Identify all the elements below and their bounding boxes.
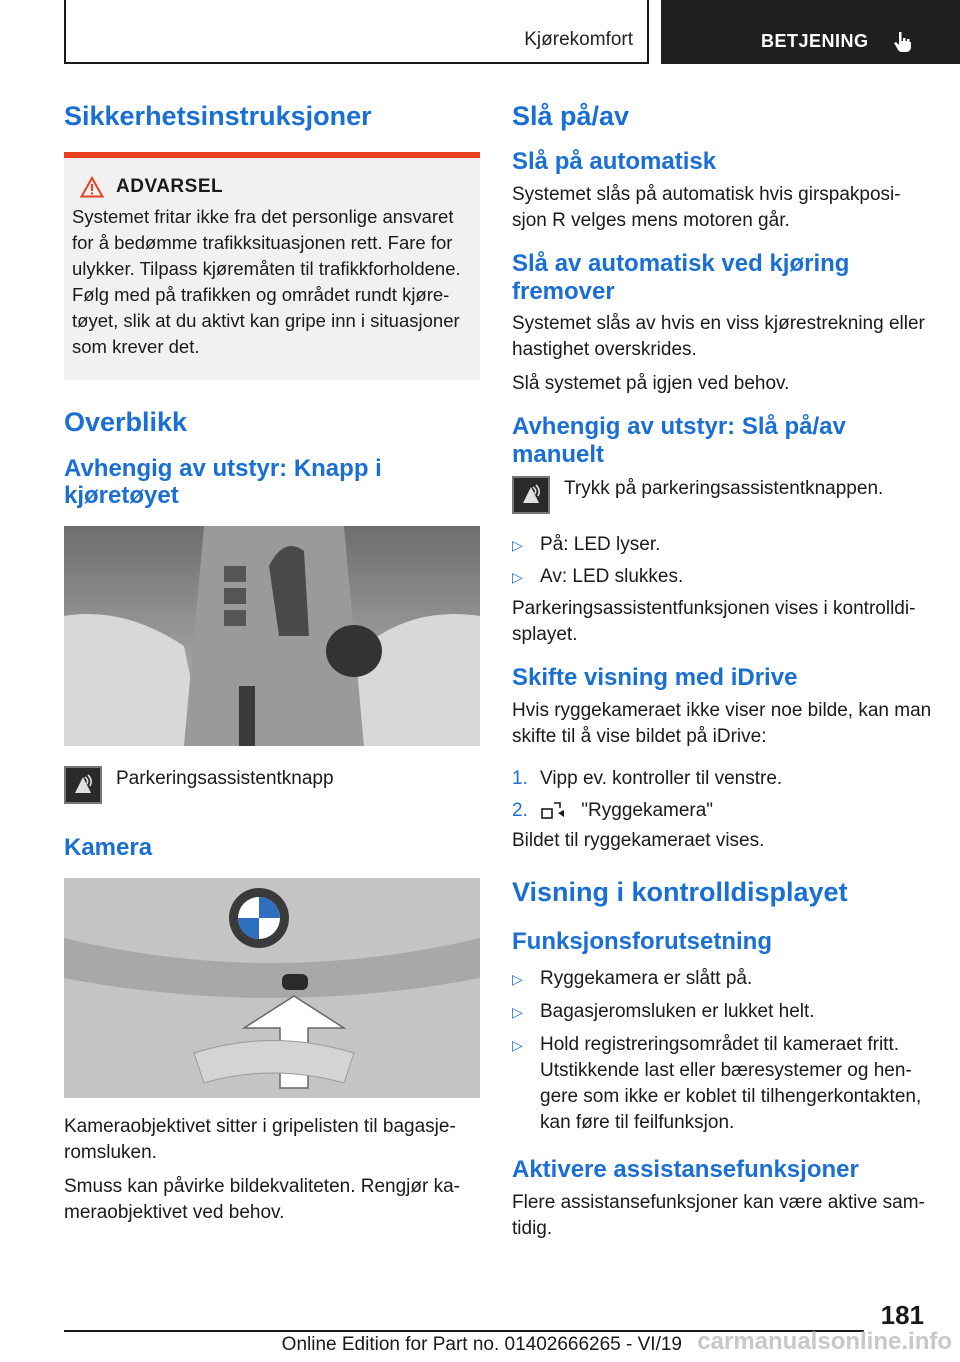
warning-box [64, 158, 480, 380]
manual-after-line: Parkeringsassistentfunksjonen vises i kontrolldi- [512, 598, 916, 620]
prereq-list [512, 966, 932, 1136]
warning-label: ADVARSEL [116, 176, 224, 198]
idrive-line: Hvis ryggekameraet ikke viser noe bilde, kan man [512, 699, 932, 721]
idrive-after: Bildet til ryggekameraet vises. [512, 829, 765, 851]
footer-edition: Online Edition for Part no. 01402666265 - VI/19 [281, 1334, 682, 1355]
camera-text-line: Kameraobjektivet sitter i gripelisten til bagasje- [64, 1115, 456, 1137]
warning-triangle-icon [80, 176, 104, 198]
safety-title: Sikkerhetsinstruksjoner [64, 101, 372, 131]
list-item: ▷ Ryggekamera er slått på. [512, 966, 932, 992]
list-item-line: kan føre til feilfunksjon. [540, 1111, 735, 1133]
warning-line: for å bedømme trafikksituasjonen rett. Fare for [72, 232, 453, 254]
prereq-title: Funksjonsforutsetning [512, 928, 772, 956]
page-number: 181 [880, 1300, 924, 1330]
park-assist-button-icon [64, 766, 102, 804]
manual-list [512, 532, 932, 590]
camera-text-line: romsluken. [64, 1141, 157, 1163]
overview-title: Overblikk [64, 407, 188, 438]
rear-camera-icon [540, 801, 568, 821]
list-item [512, 798, 932, 824]
warning-line: tøyet, slik at du aktivt kan gripe inn i situasjoner [72, 310, 460, 332]
header-section-label: Kjørekomfort [524, 29, 633, 50]
park-assist-button-icon [512, 476, 550, 514]
button-caption-row [64, 766, 480, 804]
warning-line: ulykker. Tilpass kjøremåten til trafikkforholdene. [72, 258, 461, 280]
auto-off-title: Slå av automatisk ved kjøring fremover [512, 249, 850, 305]
step-number: 2. [512, 799, 528, 821]
list-item-line: ▷ Hold registreringsområdet til kameraet fritt. [540, 1033, 900, 1055]
assist-line: Flere assistansefunksjoner kan være aktive sam- [512, 1191, 925, 1213]
auto-on-title: Slå på automatisk [512, 148, 717, 176]
list-item [512, 766, 932, 792]
manual-title: Avhengig av utstyr: Slå på/av manuelt [512, 413, 846, 468]
step-number: 1. [512, 767, 528, 789]
manual-after-line: splayet. [512, 624, 578, 646]
step-text: "Ryggekamera" [581, 799, 714, 821]
list-item-line: Utstikkende last eller bæresystemer og hen- [540, 1059, 912, 1081]
auto-off-line: hastighet overskrides. [512, 339, 697, 361]
manual-row [512, 476, 932, 514]
list-item: ▷ På: LED lyser. [512, 532, 932, 558]
idrive-steps [512, 766, 932, 824]
warning-heading [72, 176, 472, 198]
left-column [64, 100, 480, 1226]
header-chapter-tab [661, 0, 960, 64]
watermark: carmanualsonline.info [697, 1328, 952, 1355]
warning-line: Følg med på trafikken og området rundt kjøre- [72, 284, 450, 306]
step-text: Vipp ev. kontroller til venstre. [540, 767, 783, 789]
idrive-title: Skifte visning med iDrive [512, 664, 798, 692]
idrive-line: skifte til å vise bildet på iDrive: [512, 725, 767, 747]
on-off-title: Slå på/av [512, 101, 630, 131]
auto-on-line: Systemet slås på automatisk hvis girspakposi- [512, 183, 901, 205]
auto-off-line: Systemet slås av hvis en viss kjørestrekning eller [512, 313, 925, 335]
list-item: ▷ Bagasjeromsluken er lukket helt. [512, 999, 932, 1025]
button-caption: Parkeringsassistentknapp [116, 767, 334, 789]
hand-pointer-icon [891, 30, 915, 54]
auto-on-line: sjon R velges mens motoren går. [512, 209, 790, 231]
warning-line: Systemet fritar ikke fra det personlige ansvaret [72, 206, 454, 228]
camera-photo [64, 878, 480, 1098]
display-title: Visning i kontrolldisplayet [512, 876, 848, 907]
camera-text-line: Smuss kan påvirke bildekvaliteten. Rengjør ka- [64, 1175, 461, 1197]
camera-title: Kamera [64, 833, 153, 861]
right-column [512, 100, 932, 1242]
warning-line: som krever det. [72, 336, 200, 358]
header-section-tab [64, 0, 649, 64]
assist-line: tidig. [512, 1217, 553, 1239]
manual-text: Trykk på parkeringsassistentknappen. [564, 478, 884, 500]
center-console-photo [64, 526, 480, 746]
list-item: ▷ Av: LED slukkes. [512, 564, 932, 590]
list-item [512, 1032, 932, 1136]
list-item-line: gere som ikke er koblet til tilhengerkontakten, [540, 1085, 922, 1107]
auto-off-line: Slå systemet på igjen ved behov. [512, 373, 790, 395]
camera-text-line: meraobjektivet ved behov. [64, 1201, 285, 1223]
header-chapter-label: BETJENING [761, 30, 869, 51]
assist-title: Aktivere assistansefunksjoner [512, 1155, 859, 1183]
button-section-title: Avhengig av utstyr: Knapp i kjøretøyet [64, 454, 382, 510]
